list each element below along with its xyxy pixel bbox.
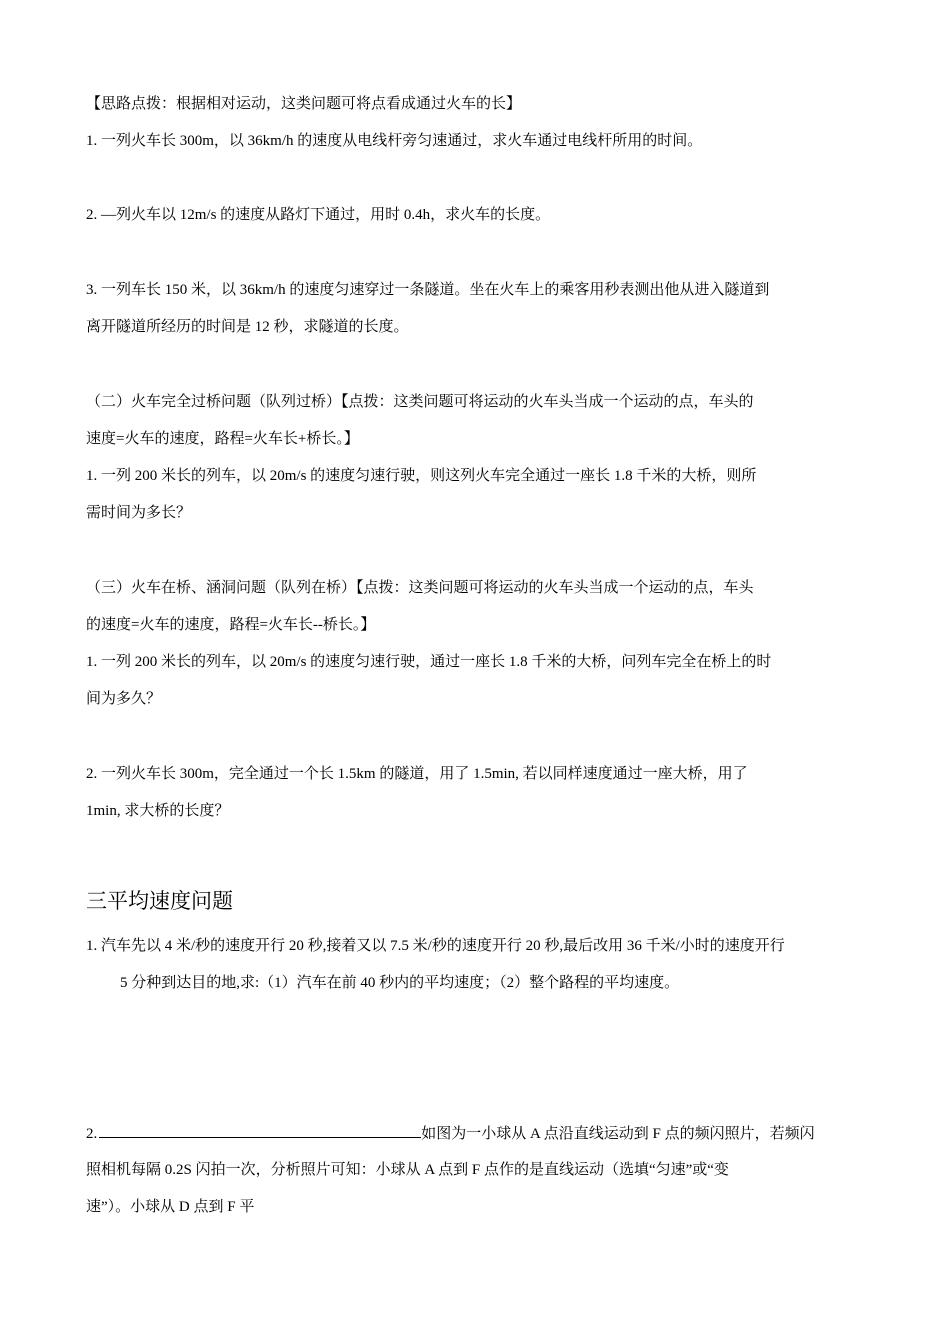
question-1-1: 1. 一列火车长 300m，以 36km/h 的速度从电线杆旁匀速通过，求火车通过电线杆所用的时间。 — [86, 133, 703, 149]
section-3-question-2-line1: 2. 一列火车长 300m，完全通过一个长 1.5km 的隧道，用了 1.5min, 若以同样速度通过一座大桥，用了 — [86, 766, 748, 782]
section-2-heading-line2: 速度=火车的速度，路程=火车长+桥长。】 — [86, 431, 359, 447]
section-3-question-1-line1: 1. 一列 200 米长的列车，以 20m/s 的速度匀速行驶，通过一座长 1.8 千米的大桥，问列车完全在桥上的时 — [86, 654, 772, 670]
average-speed-question-2-line2: 照相机每隔 0.2S 闪拍一次，分析照片可知：小球从 A 点到 F 点作的是直线运动（选填“匀速”或“变 — [86, 1162, 729, 1178]
answer-blank — [99, 1123, 421, 1138]
average-speed-question-1-line2: 5 分种到达目的地,求:（1）汽车在前 40 秒内的平均速度；（2）整个路程的平均速度。 — [120, 975, 680, 991]
section-3-question-1-line2: 间为多久？ — [86, 691, 162, 707]
section-3-heading-line1: （三）火车在桥、涵洞问题（队列在桥）【点拨：这类问题可将运动的火车头当成一个运动的点，车头 — [86, 580, 754, 596]
section-2-heading-line1: （二）火车完全过桥问题（队列过桥）【点拨：这类问题可将运动的火车头当成一个运动的点，车头的 — [86, 394, 754, 410]
section-3-heading-line2: 的速度=火车的速度，路程=火车长--桥长。】 — [86, 617, 376, 633]
average-speed-question-1-line1: 1. 汽车先以 4 米/秒的速度开行 20 秒,接着又以 7.5 米/秒的速度开行 20 秒,最后改用 36 千米/小时的速度开行 — [86, 938, 785, 954]
question-1-3-line1: 3. 一列车长 150 米，以 36km/h 的速度匀速穿过一条隧道。坐在火车上的乘客用秒表测出他从进入隧道到 — [86, 282, 770, 298]
question-1-2: 2. —列火车以 12m/s 的速度从路灯下通过，用时 0.4h，求火车的长度。 — [86, 207, 551, 223]
average-speed-question-2-line1 — [86, 1123, 815, 1144]
question-1-3-line2: 离开隧道所经历的时间是 12 秒，求隧道的长度。 — [86, 319, 409, 335]
average-speed-question-2-line3: 速”）。小球从 D 点到 F 平 — [86, 1199, 255, 1215]
question-2-number: 2. — [86, 1126, 98, 1142]
section-2-question-1-line2: 需时间为多长？ — [86, 505, 192, 521]
average-speed-heading: 三平均速度问题 — [86, 889, 233, 913]
question-2-line1-text: 如图为一小球从 A 点沿直线运动到 F 点的频闪照片，若频闪 — [421, 1126, 815, 1142]
section-3-question-2-line2: 1min, 求大桥的长度？ — [86, 803, 230, 819]
tip-text: 【思路点拨：根据相对运动，这类问题可将点看成通过火车的长】 — [86, 96, 522, 112]
section-2-question-1-line1: 1. 一列 200 米长的列车，以 20m/s 的速度匀速行驶，则这列火车完全通过一座长 1.8 千米的大桥，则所 — [86, 468, 757, 484]
